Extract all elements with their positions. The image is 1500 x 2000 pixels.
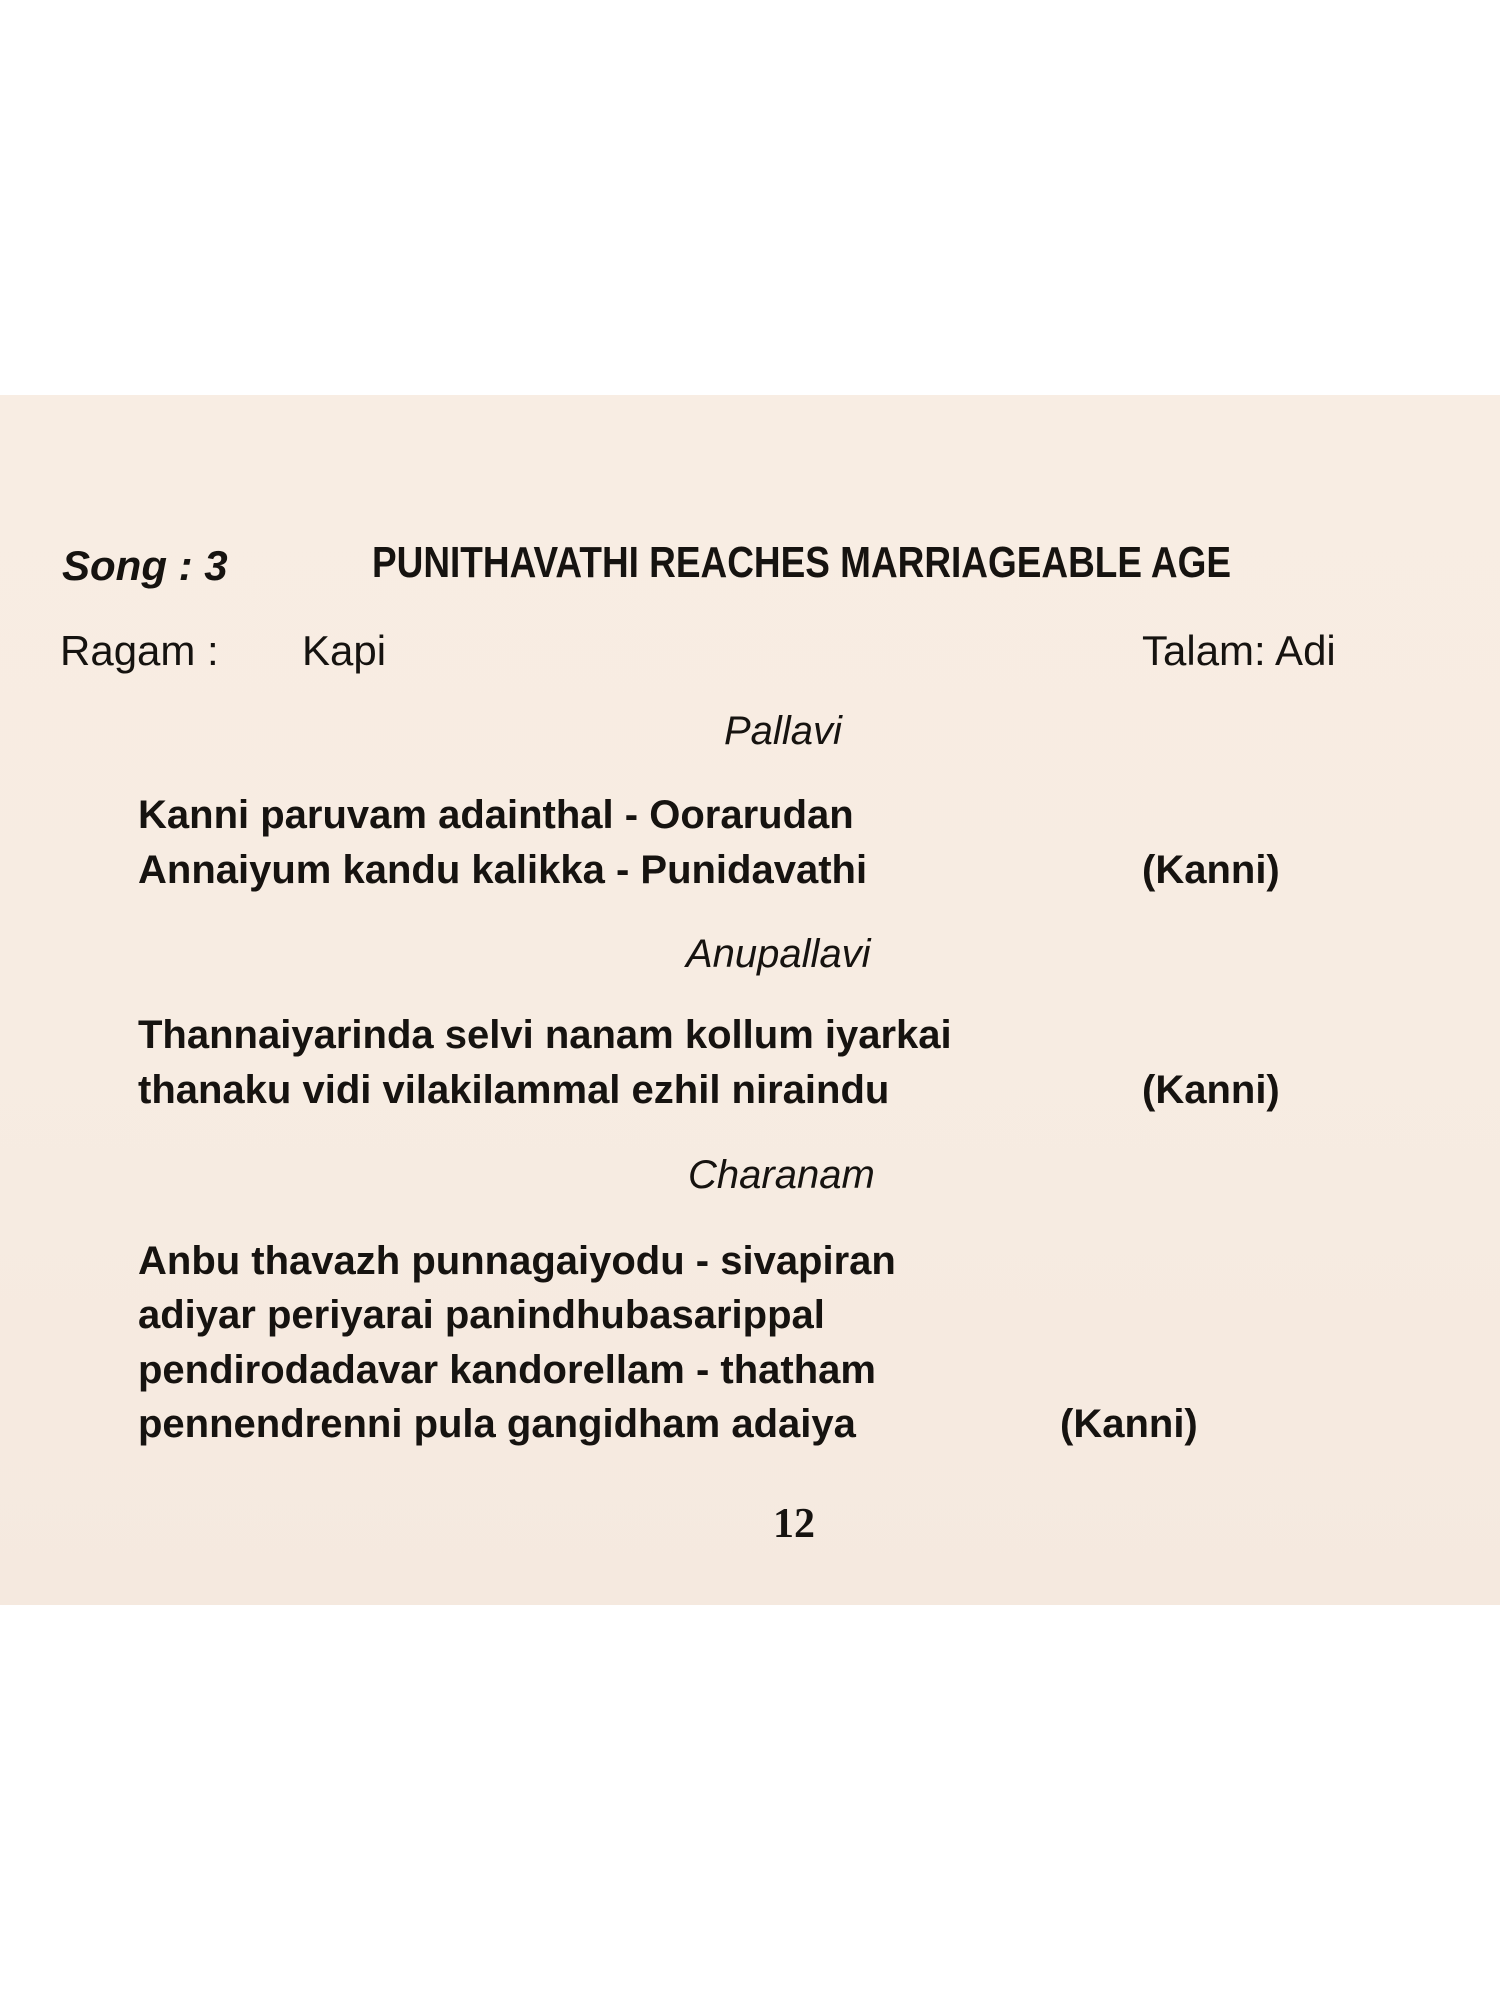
charanam-line: adiyar periyarai panindhubasarippal [138,1293,825,1337]
page-number: 12 [773,1501,815,1547]
anupallavi-heading: Anupallavi [686,932,871,976]
charanam-line: pennendrenni pula gangidham adaiya [138,1402,856,1446]
ragam-label: Ragam : [60,627,219,674]
anupallavi-refrain: (Kanni) [1142,1068,1280,1112]
song-page [0,395,1500,1605]
song-title: PUNITHAVATHI REACHES MARRIAGEABLE AGE [372,538,1232,587]
anupallavi-line: Thannaiyarinda selvi nanam kollum iyarkai [138,1013,952,1057]
charanam-line: Anbu thavazh punnagaiyodu - sivapiran [138,1239,896,1283]
charanam-line: pendirodadavar kandorellam - thatham [138,1348,876,1392]
charanam-heading: Charanam [688,1153,875,1197]
pallavi-line: Annaiyum kandu kalikka - Punidavathi [138,848,868,892]
song-number-label: Song : 3 [62,542,228,589]
pallavi-heading: Pallavi [724,709,842,753]
charanam-refrain: (Kanni) [1060,1402,1198,1446]
pallavi-refrain: (Kanni) [1142,848,1280,892]
pallavi-line: Kanni paruvam adainthal - Oorarudan [138,793,854,837]
talam-label: Talam: Adi [1142,627,1336,674]
anupallavi-line: thanaku vidi vilakilammal ezhil niraindu [138,1068,890,1112]
ragam-value: Kapi [302,627,387,674]
